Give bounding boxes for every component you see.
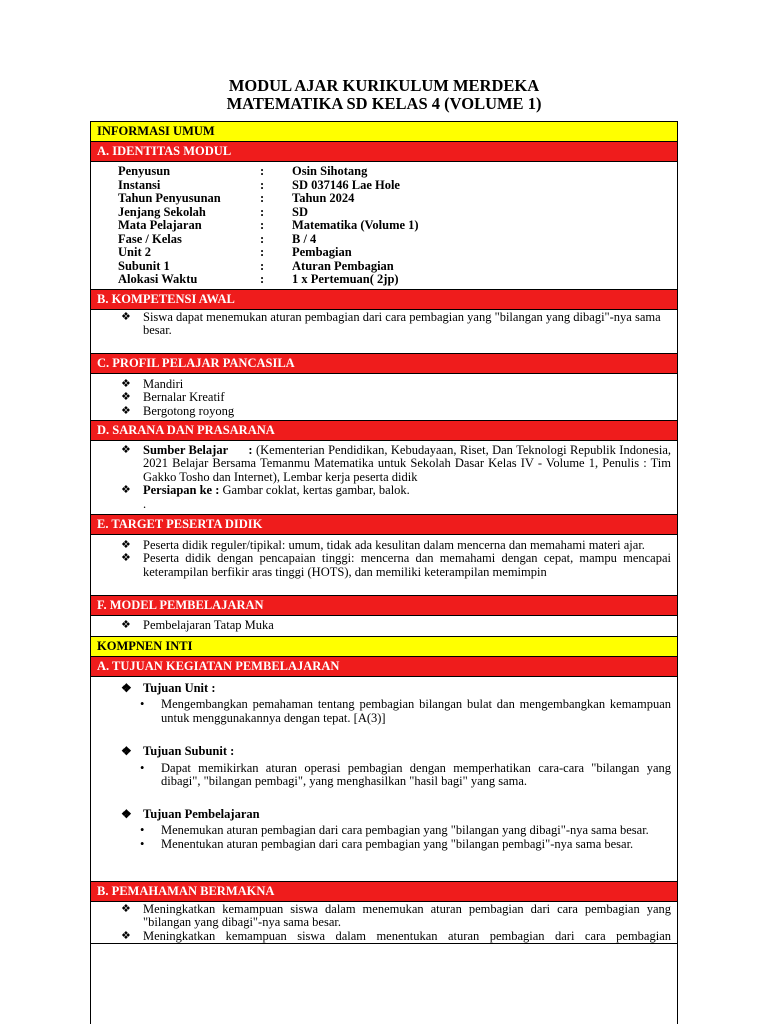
identitas-colon: : — [260, 245, 265, 259]
trailing-dot: . — [143, 496, 147, 511]
diamond-bullet-icon: ❖ — [121, 377, 131, 390]
diamond-bullet-icon: ❖ — [121, 552, 131, 564]
identitas-value: Osin Sihotang — [292, 164, 368, 178]
tujuan-pemb-item-2: Menentukan aturan pembagian dari cara pembagian yang "bilangan pembagi"-nya sama besar. — [161, 836, 634, 851]
identitas-value: 1 x Pertemuan( 2jp) — [292, 272, 399, 286]
informasi-umum-header: INFORMASI UMUM — [91, 122, 677, 142]
list-item — [91, 930, 677, 944]
profil-pelajar-header: C. PROFIL PELAJAR PANCASILA — [91, 354, 677, 374]
identitas-key: Subunit 1 — [118, 258, 170, 273]
target-peserta-section — [91, 535, 677, 596]
diamond-bullet-icon: ❖ — [121, 484, 131, 496]
tujuan-subunit-text: Dapat memikirkan aturan operasi pembagian dengan memperhatikan cara-cara "bilangan yang dibagi", "bilangan pembagi", yang menghasilkan "hasil bagi" yang sama. — [161, 760, 671, 788]
list-item — [91, 378, 677, 392]
identitas-modul-section — [91, 162, 677, 290]
profil-item-gotong-royong: Bergotong royong — [143, 403, 235, 418]
list-item — [91, 539, 677, 553]
dot-bullet-icon: • — [140, 836, 145, 851]
list-item — [91, 552, 677, 579]
model-item: Pembelajaran Tatap Muka — [143, 617, 274, 632]
list-item — [91, 824, 677, 838]
tujuan-pembelajaran-label: ❖ Tujuan Pembelajaran — [121, 806, 260, 821]
tujuan-kegiatan-header: A. TUJUAN KEGIATAN PEMBELAJARAN — [91, 657, 677, 677]
identitas-row — [91, 179, 677, 193]
list-item — [91, 762, 677, 789]
diamond-bullet-icon: ❖ — [121, 902, 131, 915]
identitas-value: Pembagian — [292, 245, 352, 259]
document-title-line1: MODUL AJAR KURIKULUM MERDEKA — [228, 76, 540, 95]
identitas-row — [91, 219, 677, 233]
identitas-colon: : — [260, 258, 265, 273]
identitas-key: Penyusun — [118, 164, 171, 178]
diamond-bullet-icon: ❖ — [121, 391, 131, 403]
pemahaman-bermakna-header: B. PEMAHAMAN BERMAKNA — [91, 882, 677, 902]
kompetensi-text: Siswa dapat menemukan aturan pembagian dari cara pembagian yang "bilangan yang dibagi"-nya sama besar. — [143, 309, 661, 337]
profil-item-bernalar: Bernalar Kreatif — [143, 390, 225, 404]
diamond-bullet-icon: ❖ — [121, 618, 131, 631]
identitas-row — [91, 165, 677, 179]
identitas-row — [91, 192, 677, 206]
list-item — [91, 311, 677, 338]
identitas-colon: : — [260, 272, 265, 286]
list-item — [91, 405, 677, 419]
identitas-colon: : — [260, 177, 265, 192]
tujuan-kegiatan-section — [91, 682, 677, 882]
identitas-row — [91, 233, 677, 247]
identitas-value: SD — [292, 204, 308, 219]
identitas-key: Tahun Penyusunan — [118, 191, 221, 205]
identitas-value: Tahun 2024 — [292, 191, 355, 205]
identitas-key: Unit 2 — [118, 245, 151, 259]
identitas-row — [91, 246, 677, 260]
identitas-colon: : — [260, 218, 265, 232]
kompetensi-awal-header: B. KOMPETENSI AWAL — [91, 290, 677, 310]
sumber-belajar-label: Sumber Belajar : — [143, 442, 253, 457]
identitas-colon: : — [260, 191, 265, 205]
identitas-colon: : — [260, 231, 265, 246]
sarana-prasarana-section — [91, 441, 677, 515]
identitas-value: Matematika (Volume 1) — [292, 218, 419, 232]
identitas-row — [91, 206, 677, 220]
profil-pelajar-section — [91, 374, 677, 421]
pemahaman-bermakna-section — [91, 902, 677, 944]
persiapan-label: Persiapan ke : — [143, 483, 220, 497]
komponen-inti-header: KOMPNEN INTI — [91, 637, 677, 657]
document-title-line2: MATEMATIKA SD KELAS 4 (VOLUME 1) — [226, 94, 542, 113]
dot-bullet-icon: • — [140, 697, 145, 711]
identitas-colon: : — [260, 204, 265, 219]
diamond-bullet-icon: ❖ — [121, 929, 131, 942]
sumber-belajar-text: (Kementerian Pendidikan, Kebudayaan, Riset, Dan Teknologi Republik Indonesia, 2021 Belajar Bersama Temanmu Matematika untuk Sekolah Dasar Kelas IV - Volume 1, Penulis : Tim Gakko Tosho dan Internet), Lembar kerja peserta didik — [143, 442, 672, 484]
identitas-list — [91, 165, 677, 287]
diamond-bullet-icon: ❖ — [121, 806, 132, 821]
tujuan-subunit-label: ❖ Tujuan Subunit : — [121, 744, 235, 758]
identitas-key: Instansi — [118, 177, 161, 192]
identitas-key: Mata Pelajaran — [118, 218, 202, 232]
diamond-bullet-icon: ❖ — [121, 680, 132, 695]
pemahaman-item-1: Meningkatkan kemampuan siswa dalam menemukan aturan pembagian dari cara pembagian yang "bilangan yang dibagi"-nya sama besar. — [143, 901, 671, 929]
dot-bullet-icon: • — [140, 823, 145, 837]
diamond-bullet-icon: ❖ — [121, 310, 131, 323]
model-pembelajaran-section — [91, 616, 677, 637]
pemahaman-item-2: Meningkatkan kemampuan siswa dalam menentukan aturan pembagian dari cara pembagian — [143, 928, 671, 943]
list-item — [91, 484, 677, 498]
tujuan-unit-label: ❖ Tujuan Unit : — [121, 680, 216, 695]
diamond-bullet-icon: ❖ — [121, 404, 131, 417]
identitas-row — [91, 273, 677, 287]
profil-item-mandiri: Mandiri — [143, 376, 184, 391]
identitas-value: Aturan Pembagian — [292, 258, 394, 273]
identitas-key: Jenjang Sekolah — [118, 204, 206, 219]
list-item — [91, 903, 677, 930]
identitas-colon: : — [260, 164, 265, 178]
identitas-key: Fase / Kelas — [118, 231, 182, 246]
target-item-tinggi: Peserta didik dengan pencapaian tinggi: mencerna dan memahami dengan cepat, mampu mencapai keterampilan berfikir aras tinggi (HOTS), dan memiliki keterampilan memimpin — [143, 551, 671, 579]
diamond-bullet-icon: ❖ — [121, 538, 131, 551]
identitas-modul-header: A. IDENTITAS MODUL — [91, 142, 677, 162]
target-item-reguler: Peserta didik reguler/tipikal: umum, tidak ada kesulitan dalam mencerna dan memahami materi ajar. — [143, 537, 645, 552]
identitas-value: SD 037146 Lae Hole — [292, 177, 400, 192]
sarana-prasarana-header: D. SARANA DAN PRASARANA — [91, 421, 677, 441]
list-item — [91, 838, 677, 852]
model-pembelajaran-header: F. MODEL PEMBELAJARAN — [91, 596, 677, 616]
tujuan-unit-text: Mengembangkan pemahaman tentang pembagian bilangan bulat dan mengembangkan kemampuan untuk menggunakannya dengan tepat. [A(3)] — [161, 697, 671, 725]
identitas-key: Alokasi Waktu — [118, 272, 198, 286]
kompetensi-awal-section — [91, 310, 677, 354]
identitas-value: B / 4 — [292, 231, 317, 246]
diamond-bullet-icon: ❖ — [121, 744, 132, 758]
identitas-row — [91, 260, 677, 274]
tujuan-pemb-item-1: Menemukan aturan pembagian dari cara pembagian yang "bilangan yang dibagi"-nya sama besar. — [161, 823, 649, 837]
module-table — [90, 121, 678, 1024]
dot-bullet-icon: • — [140, 760, 145, 775]
diamond-bullet-icon: ❖ — [121, 443, 131, 456]
list-item — [91, 391, 677, 405]
list-item — [91, 444, 677, 485]
list-item — [91, 698, 677, 725]
list-item — [91, 619, 677, 633]
target-peserta-header: E. TARGET PESERTA DIDIK — [91, 515, 677, 535]
persiapan-text: Gambar coklat, kertas gambar, balok. — [219, 483, 410, 497]
